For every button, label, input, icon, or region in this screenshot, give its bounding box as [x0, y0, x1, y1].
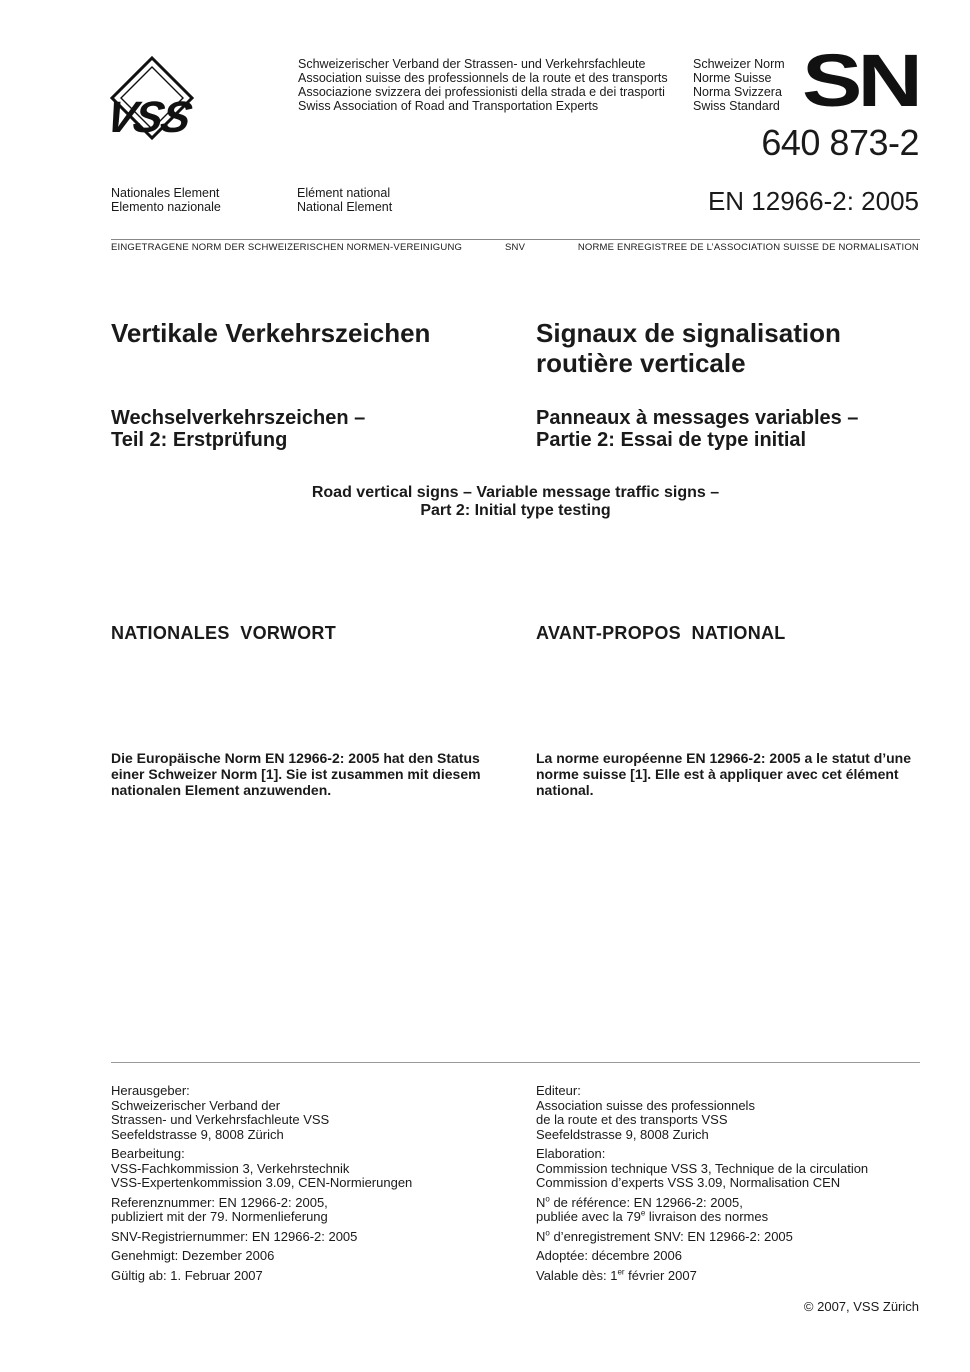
prepared-de [111, 1147, 412, 1191]
vss-logo-text: VSS [110, 93, 195, 140]
publisher-de-address: Seefeldstrasse 9, 8008 Zürich [111, 1126, 284, 1142]
valid-from-fr [536, 1269, 868, 1284]
association-name-fr: Association suisse des professionnels de la route et des transports [298, 71, 668, 85]
footer-divider [111, 1062, 920, 1063]
sn-mark [800, 44, 920, 116]
element-label-de: Nationales Element [111, 186, 220, 200]
foreword-text-fr-line-3: national. [536, 782, 594, 798]
publisher-fr-line-1: Association suisse des professionnels [536, 1097, 755, 1113]
publisher-fr [536, 1084, 868, 1142]
approved-fr: Adoptée: décembre 2006 [536, 1248, 682, 1263]
subtitle-fr-line-1: Panneaux à messages variables – [536, 407, 859, 429]
publisher-de-line-1: Schweizerischer Verband der [111, 1097, 281, 1113]
valid-from-fr-pre: Valable dès: 1 [536, 1267, 618, 1283]
copyright: © 2007, VSS Zürich [803, 1299, 919, 1314]
footer-de [111, 1084, 412, 1288]
element-labels-de-it [111, 186, 221, 214]
vss-logo [110, 56, 292, 140]
publisher-de-line-2: Strassen- und Verkehrsfachleute VSS [111, 1112, 330, 1127]
reference-fr-line-2-post: livraison des normes [645, 1209, 769, 1224]
standard-type-de: Schweizer Norm [693, 57, 785, 71]
prepared-de-label: Bearbeitung: [111, 1146, 185, 1161]
association-names [298, 57, 668, 113]
valid-from-fr-sup: er [617, 1267, 625, 1277]
prepared-fr-label: Elaboration: [536, 1146, 606, 1161]
foreword-text-de-line-1: Die Europäische Norm EN 12966-2: 2005 hat den Status [111, 750, 480, 766]
prepared-de-line-1: VSS-Fachkommission 3, Verkehrstechnik [111, 1160, 350, 1176]
registered-norm-fr: NORME ENREGISTREE DE L’ASSOCIATION SUISSE DE NORMALISATION [577, 242, 919, 253]
title-fr-line-1: Signaux de signalisation [536, 318, 841, 348]
foreword-text-de [111, 750, 481, 798]
element-label-en: National Element [297, 200, 393, 214]
norm-number: 640 873-2 [761, 122, 919, 163]
foreword-text-de-line-3: nationalen Element anzuwenden. [111, 782, 332, 798]
subtitle-de [111, 407, 365, 451]
sn-mark-text: SN [802, 44, 918, 116]
publisher-fr-label: Editeur: [536, 1083, 581, 1098]
snv-registration-fr-sup: o [545, 1228, 550, 1238]
title-de: Vertikale Verkehrszeichen [111, 318, 431, 348]
publisher-fr-address: Seefeldstrasse 9, 8008 Zurich [536, 1126, 709, 1142]
valid-from-de: Gültig ab: 1. Februar 2007 [111, 1267, 263, 1283]
title-fr [536, 318, 841, 378]
standard-type-en: Swiss Standard [693, 99, 780, 113]
subtitle-fr-line-2: Partie 2: Essai de type initial [536, 429, 807, 451]
element-labels-fr-en [297, 186, 392, 214]
reference-fr-line-1 [536, 1196, 868, 1211]
snv-registration-fr-post: d’enregistrement SNV: EN 12966-2: 2005 [549, 1228, 793, 1244]
snv-registration-de: SNV-Registriernummer: EN 12966-2: 2005 [111, 1228, 358, 1244]
snv-registration-fr-pre: N [536, 1228, 546, 1244]
registered-norm-de: EINGETRAGENE NORM DER SCHWEIZERISCHEN NORMEN-VEREINIGUNG [111, 242, 463, 253]
prepared-fr-line-2: Commission d’experts VSS 3.09, Normalisation CEN [536, 1175, 841, 1190]
association-name-de: Schweizerischer Verband der Strassen- und Verkehrsfachleute [298, 57, 646, 71]
foreword-text-de-line-2: einer Schweizer Norm [1]. Sie ist zusammen mit diesem [111, 766, 481, 782]
publisher-de [111, 1084, 412, 1142]
reference-de [111, 1196, 412, 1225]
title-fr-line-2: routière verticale [536, 348, 746, 378]
publisher-fr-line-2: de la route et des transports VSS [536, 1112, 728, 1127]
title-en-line-1: Road vertical signs – Variable message traffic signs – [311, 484, 720, 501]
prepared-fr-line-1: Commission technique VSS 3, Technique de la circulation [536, 1160, 869, 1176]
reference-fr [536, 1196, 868, 1225]
subtitle-de-line-1: Wechselverkehrszeichen – [111, 407, 366, 429]
foreword-text-fr [536, 750, 911, 798]
association-name-it: Associazione svizzera dei professionisti della strada e dei trasporti [298, 85, 665, 99]
approved-de: Genehmigt: Dezember 2006 [111, 1248, 275, 1263]
prepared-fr [536, 1147, 868, 1191]
en-number: EN 12966-2: 2005 [707, 186, 919, 216]
reference-fr-line-2 [536, 1210, 868, 1225]
publisher-de-label: Herausgeber: [111, 1083, 190, 1098]
header-divider [111, 239, 920, 240]
element-label-fr: Elément national [297, 186, 391, 200]
reference-de-line-1: Referenznummer: EN 12966-2: 2005, [111, 1194, 328, 1210]
reference-fr-line-1-sup: o [545, 1194, 550, 1204]
valid-from-fr-post: février 2007 [624, 1267, 697, 1283]
reference-fr-line-2-sup: e [640, 1208, 646, 1218]
prepared-de-line-2: VSS-Expertenkommission 3.09, CEN-Normierungen [111, 1175, 413, 1190]
foreword-heading-fr: AVANT-PROPOS NATIONAL [536, 623, 786, 643]
standard-type-fr: Norme Suisse [693, 71, 772, 85]
footer-fr [536, 1084, 868, 1288]
snv-label: SNV [505, 242, 526, 253]
element-label-it: Elemento nazionale [111, 200, 221, 214]
foreword-text-fr-line-1: La norme européenne EN 12966-2: 2005 a le statut d’une [536, 750, 912, 766]
subtitle-fr [536, 407, 858, 451]
reference-fr-line-1-pre: N [536, 1194, 546, 1210]
foreword-text-fr-line-2: norme suisse [1]. Elle est à appliquer avec cet élément [536, 766, 899, 782]
reference-de-line-2: publiziert mit der 79. Normenlieferung [111, 1209, 328, 1224]
standard-type [693, 57, 785, 113]
association-name-en: Swiss Association of Road and Transportation Experts [298, 99, 599, 113]
title-en-line-2: Part 2: Initial type testing [420, 502, 611, 519]
snv-registration-fr [536, 1230, 868, 1245]
reference-fr-line-1-post: de référence: EN 12966-2: 2005, [549, 1194, 743, 1210]
title-en [111, 484, 920, 520]
subtitle-de-line-2: Teil 2: Erstprüfung [111, 429, 288, 451]
foreword-heading-de: NATIONALES VORWORT [111, 623, 337, 643]
reference-fr-line-2-pre: publiée avec la 79 [536, 1209, 641, 1224]
standard-type-it: Norma Svizzera [693, 85, 782, 99]
